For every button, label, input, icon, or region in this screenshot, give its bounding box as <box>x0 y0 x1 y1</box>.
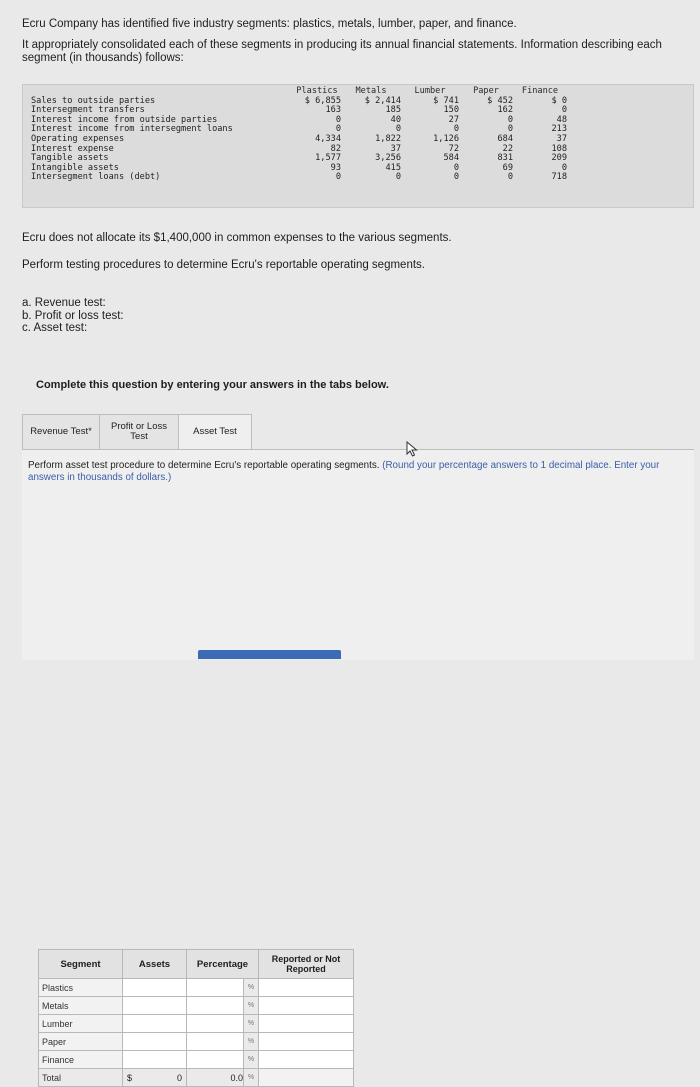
segment-value-cell: 584 <box>443 153 459 164</box>
reported-dropdown[interactable] <box>259 979 354 997</box>
tab-profit-or-loss-test[interactable] <box>99 414 179 450</box>
header-segment: Segment <box>39 950 123 979</box>
header-reported-label: Reported or Not Reported <box>271 953 341 974</box>
segment-row-label: Interest income from outside parties <box>31 114 218 125</box>
segment-value-cell: 150 <box>443 105 459 116</box>
col-lumber: Lumber <box>414 86 446 96</box>
percentage-input[interactable] <box>187 1051 244 1069</box>
segment-value-cell: 0 <box>507 124 513 135</box>
grid-row-label: Paper <box>39 1033 123 1051</box>
test-item-revenue: a. Revenue test: <box>22 297 106 309</box>
reported-dropdown[interactable] <box>259 1015 354 1033</box>
segment-value-cell: 48 <box>556 114 567 125</box>
common-expenses-note: Ecru does not allocate its $1,400,000 in common expenses to the various segments. <box>22 232 452 244</box>
segment-value-cell: $ 0 <box>551 95 567 106</box>
submit-button[interactable] <box>198 650 341 659</box>
segment-value-cell: 0 <box>335 172 341 183</box>
total-percent-symbol: % <box>244 1069 259 1087</box>
segment-value-cell: 4,334 <box>315 133 341 144</box>
grid-row-label: Lumber <box>39 1015 123 1033</box>
grid-row <box>39 997 354 1015</box>
grid-row-label: Metals <box>39 997 123 1015</box>
segment-value-cell: 0 <box>561 162 567 173</box>
total-currency: $ <box>127 1072 133 1083</box>
total-row <box>39 1069 354 1087</box>
grid-row <box>39 1051 354 1069</box>
total-label: Total <box>39 1069 123 1087</box>
segment-value-cell: 185 <box>385 105 401 116</box>
assets-input[interactable] <box>123 979 187 997</box>
segment-value-cell: 37 <box>556 133 567 144</box>
complete-instruction: Complete this question by entering your answers in the tabs below. <box>36 379 389 391</box>
assets-input[interactable] <box>123 997 187 1015</box>
test-item-profit-loss: b. Profit or loss test: <box>22 309 124 322</box>
col-plastics: Plastics <box>296 86 338 96</box>
percentage-input[interactable] <box>187 1033 244 1051</box>
intro-line-2: It appropriately consolidated each of these segments in producing its annual financial statements. Information describing each segment (in thousands) follows: <box>22 39 662 64</box>
segment-value-cell: 209 <box>551 153 567 164</box>
percent-symbol: % <box>244 1033 259 1051</box>
segment-value-cell: 831 <box>497 153 513 164</box>
segment-value-cell: 684 <box>497 133 513 144</box>
segment-value-cell: 72 <box>448 143 459 154</box>
segment-value-cell: 213 <box>551 124 567 135</box>
percent-symbol: % <box>244 1051 259 1069</box>
col-finance: Finance <box>521 86 559 96</box>
segment-value-cell: 163 <box>325 105 341 116</box>
percentage-input[interactable] <box>187 997 244 1015</box>
instruction-main: Perform asset test procedure to determine Ecru's reportable operating segments. <box>28 460 380 471</box>
segment-value-cell: 108 <box>551 143 567 154</box>
segment-value-cell: 40 <box>390 114 401 125</box>
instruction-note: (Round your percentage answers to 1 decimal place. Enter your answers in thousands of dollars.) <box>28 460 660 483</box>
grid-row <box>39 1015 354 1033</box>
grid-row-label: Plastics <box>39 979 123 997</box>
percent-symbol: % <box>244 1015 259 1033</box>
segment-value-cell: $ 452 <box>487 95 513 106</box>
segment-row-label: Intersegment transfers <box>31 105 145 116</box>
segment-row-label: Intersegment loans (debt) <box>31 172 161 183</box>
total-reported <box>259 1069 354 1087</box>
segment-row-label: Intangible assets <box>31 162 119 173</box>
segment-value-cell: 0 <box>507 172 513 183</box>
reported-dropdown[interactable] <box>259 1051 354 1069</box>
segment-data-table <box>31 87 567 183</box>
percent-symbol: % <box>244 979 259 997</box>
segment-data-panel <box>22 84 694 208</box>
segment-value-cell: 0 <box>395 124 401 135</box>
segment-value-cell: 3,256 <box>375 153 401 164</box>
segment-value-cell: 1,822 <box>375 133 401 144</box>
header-reported <box>259 950 354 979</box>
grid-row-label: Finance <box>39 1051 123 1069</box>
segment-value-cell: 0 <box>453 124 459 135</box>
tab-asset-test[interactable]: Asset Test <box>178 414 252 450</box>
problem-intro <box>22 18 694 73</box>
total-assets-value: 0 <box>176 1072 182 1083</box>
asset-test-grid <box>38 949 354 1087</box>
segment-value-cell: 0 <box>507 114 513 125</box>
reported-dropdown[interactable] <box>259 997 354 1015</box>
percentage-input[interactable] <box>187 1015 244 1033</box>
segment-value-cell: 1,577 <box>315 153 341 164</box>
test-item-asset: c. Asset test: <box>22 322 88 335</box>
tab-revenue-test[interactable]: Revenue Test* <box>22 414 100 450</box>
task-statement: Perform testing procedures to determine Ecru's reportable operating segments. <box>22 259 425 271</box>
header-assets: Assets <box>123 950 187 979</box>
segment-value-cell: $ 6,855 <box>304 95 341 106</box>
segment-value-cell: 69 <box>502 162 513 173</box>
segment-value-cell: 27 <box>448 114 459 125</box>
percentage-input[interactable] <box>187 979 244 997</box>
segment-value-cell: 718 <box>551 172 567 183</box>
segment-value-cell: 0 <box>335 114 341 125</box>
asset-test-instruction <box>28 460 668 483</box>
segment-row-label: Interest expense <box>31 143 114 154</box>
total-percentage: 0.0 <box>187 1069 244 1087</box>
segment-row-label: Operating expenses <box>31 133 125 144</box>
col-paper: Paper <box>473 86 499 96</box>
reported-dropdown[interactable] <box>259 1033 354 1051</box>
segment-value-cell: 37 <box>390 143 401 154</box>
segment-value-cell: 1,126 <box>433 133 459 144</box>
segment-value-cell: 82 <box>330 143 341 154</box>
percent-symbol: % <box>244 997 259 1015</box>
grid-row <box>39 979 354 997</box>
assets-input[interactable] <box>123 1051 187 1069</box>
segment-row-label: Tangible assets <box>31 153 109 164</box>
assets-input[interactable] <box>123 1033 187 1051</box>
segment-value-cell: $ 741 <box>433 95 459 106</box>
segment-value-cell: 93 <box>330 162 341 173</box>
segment-value-cell: 0 <box>453 172 459 183</box>
tab-profit-or-loss-label: Profit or Loss Test <box>111 421 167 442</box>
problem-context <box>22 232 682 286</box>
segment-value-cell: 22 <box>502 143 513 154</box>
segment-value-cell: 0 <box>335 124 341 135</box>
total-assets <box>123 1069 187 1087</box>
segment-value-cell: 0 <box>395 172 401 183</box>
segment-data-row <box>31 173 567 183</box>
segment-value-cell: 0 <box>561 105 567 116</box>
segment-row-label: Interest income from intersegment loans <box>31 124 233 135</box>
segment-value-cell: $ 2,414 <box>364 95 401 106</box>
segment-value-cell: 0 <box>453 162 459 173</box>
segment-value-cell: 162 <box>497 105 513 116</box>
segment-value-cell: 415 <box>385 162 401 173</box>
col-metals: Metals <box>355 86 387 96</box>
header-percentage: Percentage <box>187 950 259 979</box>
segment-row-label: Sales to outside parties <box>31 95 156 106</box>
assets-input[interactable] <box>123 1015 187 1033</box>
grid-row <box>39 1033 354 1051</box>
mouse-cursor-icon <box>406 441 420 457</box>
intro-line-1: Ecru Company has identified five industry segments: plastics, metals, lumber, paper, and finance. <box>22 18 517 30</box>
test-list <box>22 297 124 335</box>
segment-data-row <box>31 145 567 155</box>
